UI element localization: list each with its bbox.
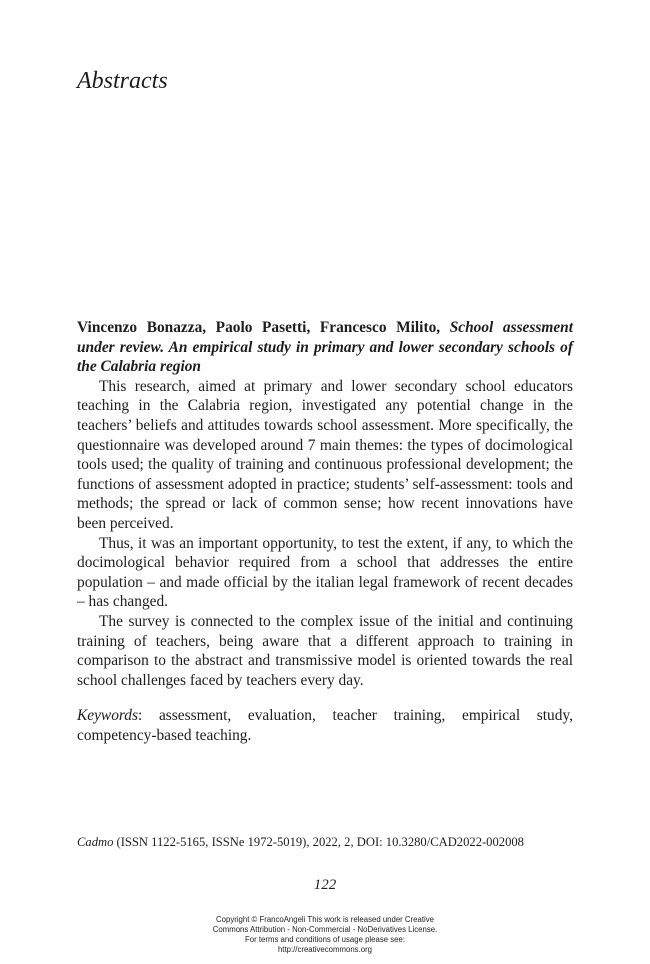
section-heading: Abstracts bbox=[77, 68, 168, 94]
citation-details: (ISSN 1122-5165, ISSNe 1972-5019), 2022, 2, DOI: 10.3280/CAD2022-002008 bbox=[113, 835, 524, 849]
abstract-paragraph: The survey is connected to the complex issue of the initial and continuing training of teachers, being aware that a different approach to training in comparison to the abstract and transmissive model is oriented towards the real school challenges faced by teachers every day. bbox=[77, 612, 573, 689]
article-authors: Vincenzo Bonazza, Paolo Pasetti, Francesco Milito, bbox=[77, 319, 441, 336]
license-link[interactable]: http://creativecommons.org bbox=[277, 945, 373, 954]
license-line: Copyright © FrancoAngeli This work is released under Creative bbox=[216, 915, 434, 924]
page-number: 122 bbox=[313, 877, 337, 893]
article-title: School assessment under review. An empirical study in primary and lower secondary schools of the Calabria region bbox=[77, 319, 574, 376]
license-line: Commons Attribution - Non-Commercial - NoDerivatives License. bbox=[212, 925, 438, 934]
abstract-paragraph: Thus, it was an important opportunity, to test the extent, if any, to which the docimological behavior required from a school that addresses the entire population – and made official by the italian legal framework of recent decades – has changed. bbox=[77, 534, 573, 611]
license-line: For terms and conditions of usage please see: bbox=[245, 935, 405, 944]
abstract-article bbox=[77, 318, 573, 690]
journal-citation bbox=[77, 835, 524, 850]
abstract-paragraph: This research, aimed at primary and lower secondary school educators teaching in the Calabria region, investigated any potential change in the teachers’ beliefs and attitudes towards school assessment. More specifically, the questionnaire was developed around 7 main themes: the types of docimological tools used; the quality of training and continuous professional development; the functions of assessment adopted in practice; students’ self-assessment: tools and methods; the spread or lack of common sense; how recent innovations have been perceived. bbox=[77, 377, 573, 532]
journal-name: Cadmo bbox=[77, 835, 114, 849]
keywords-line bbox=[77, 706, 573, 745]
article-header bbox=[77, 318, 573, 377]
keywords-label: Keywords bbox=[77, 707, 138, 724]
keywords-text: : assessment, evaluation, teacher training, empirical study, competency-based teaching. bbox=[77, 707, 573, 744]
license-notice bbox=[0, 915, 650, 955]
